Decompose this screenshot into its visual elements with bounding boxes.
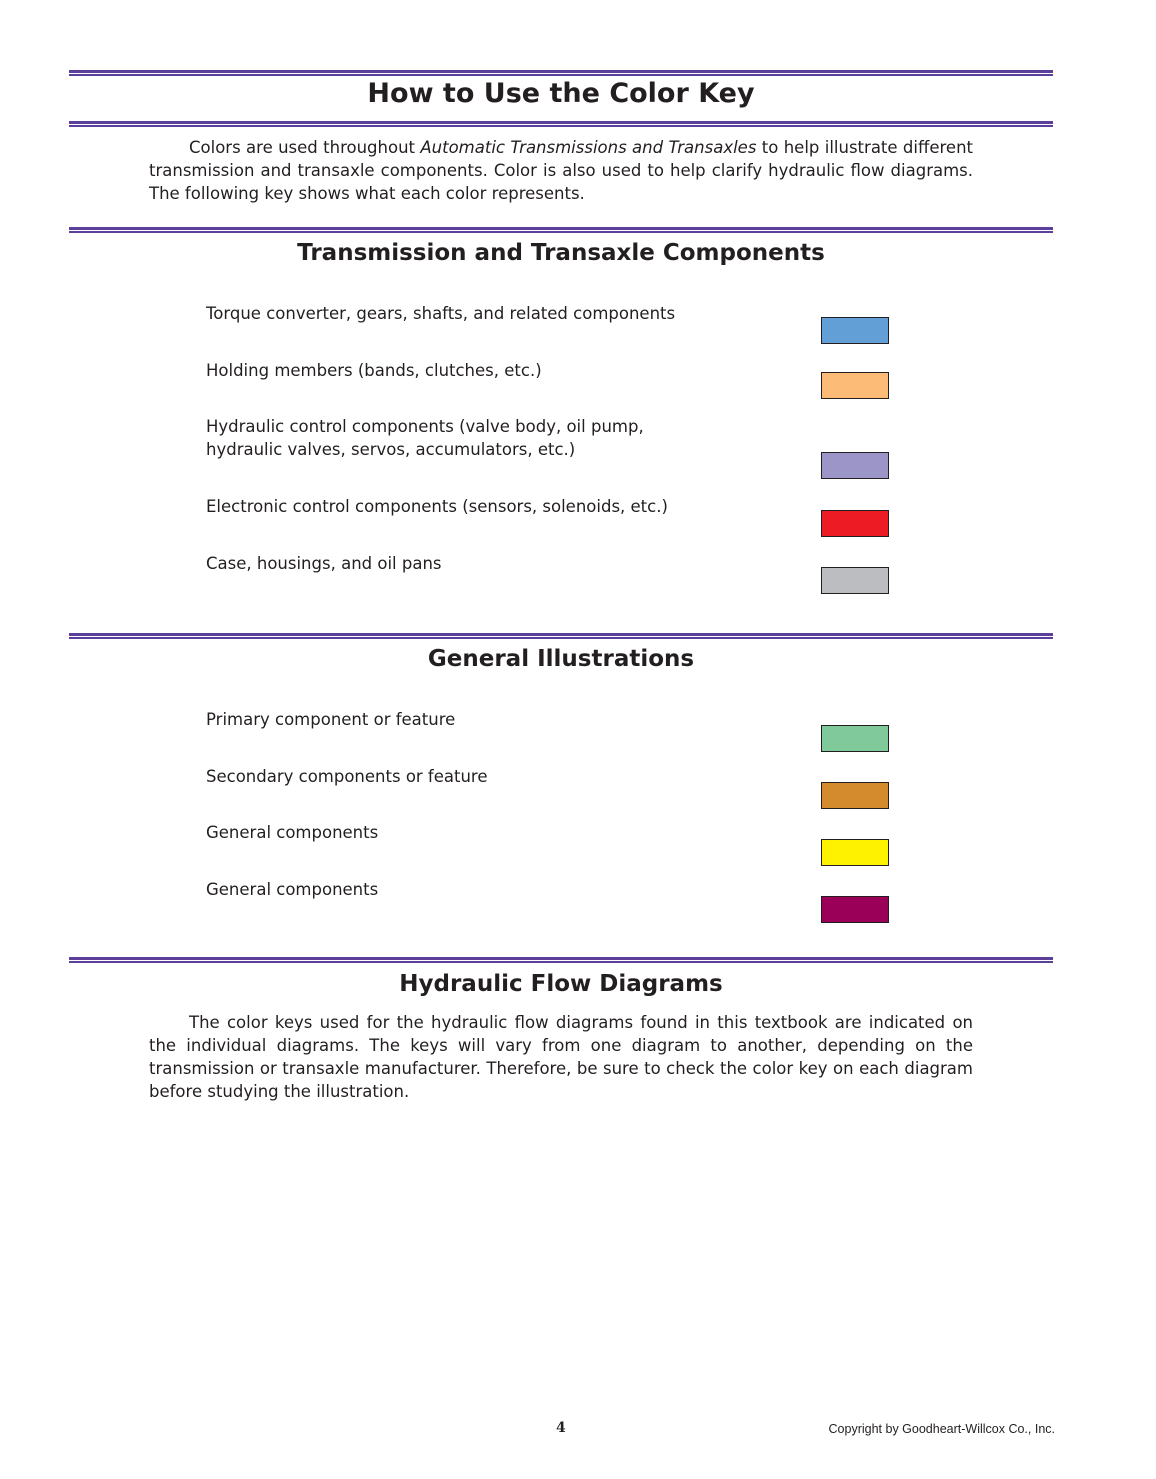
copyright: Copyright by Goodheart-Willcox Co., Inc. xyxy=(828,1422,1055,1436)
divider xyxy=(69,957,1053,963)
color-key-label: Torque converter, gears, shafts, and related components xyxy=(206,304,676,323)
color-swatch xyxy=(821,782,889,809)
color-swatch xyxy=(821,372,889,399)
color-key-label: Holding members (bands, clutches, etc.) xyxy=(206,361,542,380)
color-key-label: Case, housings, and oil pans xyxy=(206,554,442,573)
divider xyxy=(69,121,1053,127)
color-swatch xyxy=(821,896,889,923)
divider xyxy=(69,227,1053,233)
color-swatch xyxy=(821,839,889,866)
color-key-label: Primary component or feature xyxy=(206,710,456,729)
intro-paragraph xyxy=(149,136,973,205)
page-number: 4 xyxy=(556,1420,566,1436)
intro-text: to help illustrate different transmission and transaxle components. Color is also used to help clarify hydraulic flow diagrams. The following key shows what each color represents. xyxy=(149,138,973,203)
color-swatch xyxy=(821,452,889,479)
color-key-label: General components xyxy=(206,880,379,899)
color-swatch xyxy=(821,725,889,752)
color-swatch xyxy=(821,510,889,537)
book-title: Automatic Transmissions and Transaxles xyxy=(420,138,757,157)
section-heading-hydraulic: Hydraulic Flow Diagrams xyxy=(399,971,723,997)
section-heading-components: Transmission and Transaxle Components xyxy=(297,240,825,266)
color-key-label: Electronic control components (sensors, solenoids, etc.) xyxy=(206,497,668,516)
section-heading-general: General Illustrations xyxy=(427,646,695,672)
color-key-label: General components xyxy=(206,823,379,842)
page-title: How to Use the Color Key xyxy=(367,78,755,109)
color-key-label: Secondary components or feature xyxy=(206,767,488,786)
hydraulic-paragraph: The color keys used for the hydraulic flow diagrams found in this textbook are indicated on the individual diagrams. The keys will vary from one diagram to another, depending on the transmission or transaxle manufacturer. Therefore, be sure to check the color key on each diagram before studying the illustration. xyxy=(149,1013,973,1101)
intro-text: Colors are used throughout xyxy=(189,138,421,157)
color-swatch xyxy=(821,317,889,344)
divider xyxy=(69,70,1053,76)
color-swatch xyxy=(821,567,889,594)
divider xyxy=(69,633,1053,639)
color-key-label: Hydraulic control components (valve body, oil pump, hydraulic valves, servos, accumulators, etc.) xyxy=(206,417,644,459)
